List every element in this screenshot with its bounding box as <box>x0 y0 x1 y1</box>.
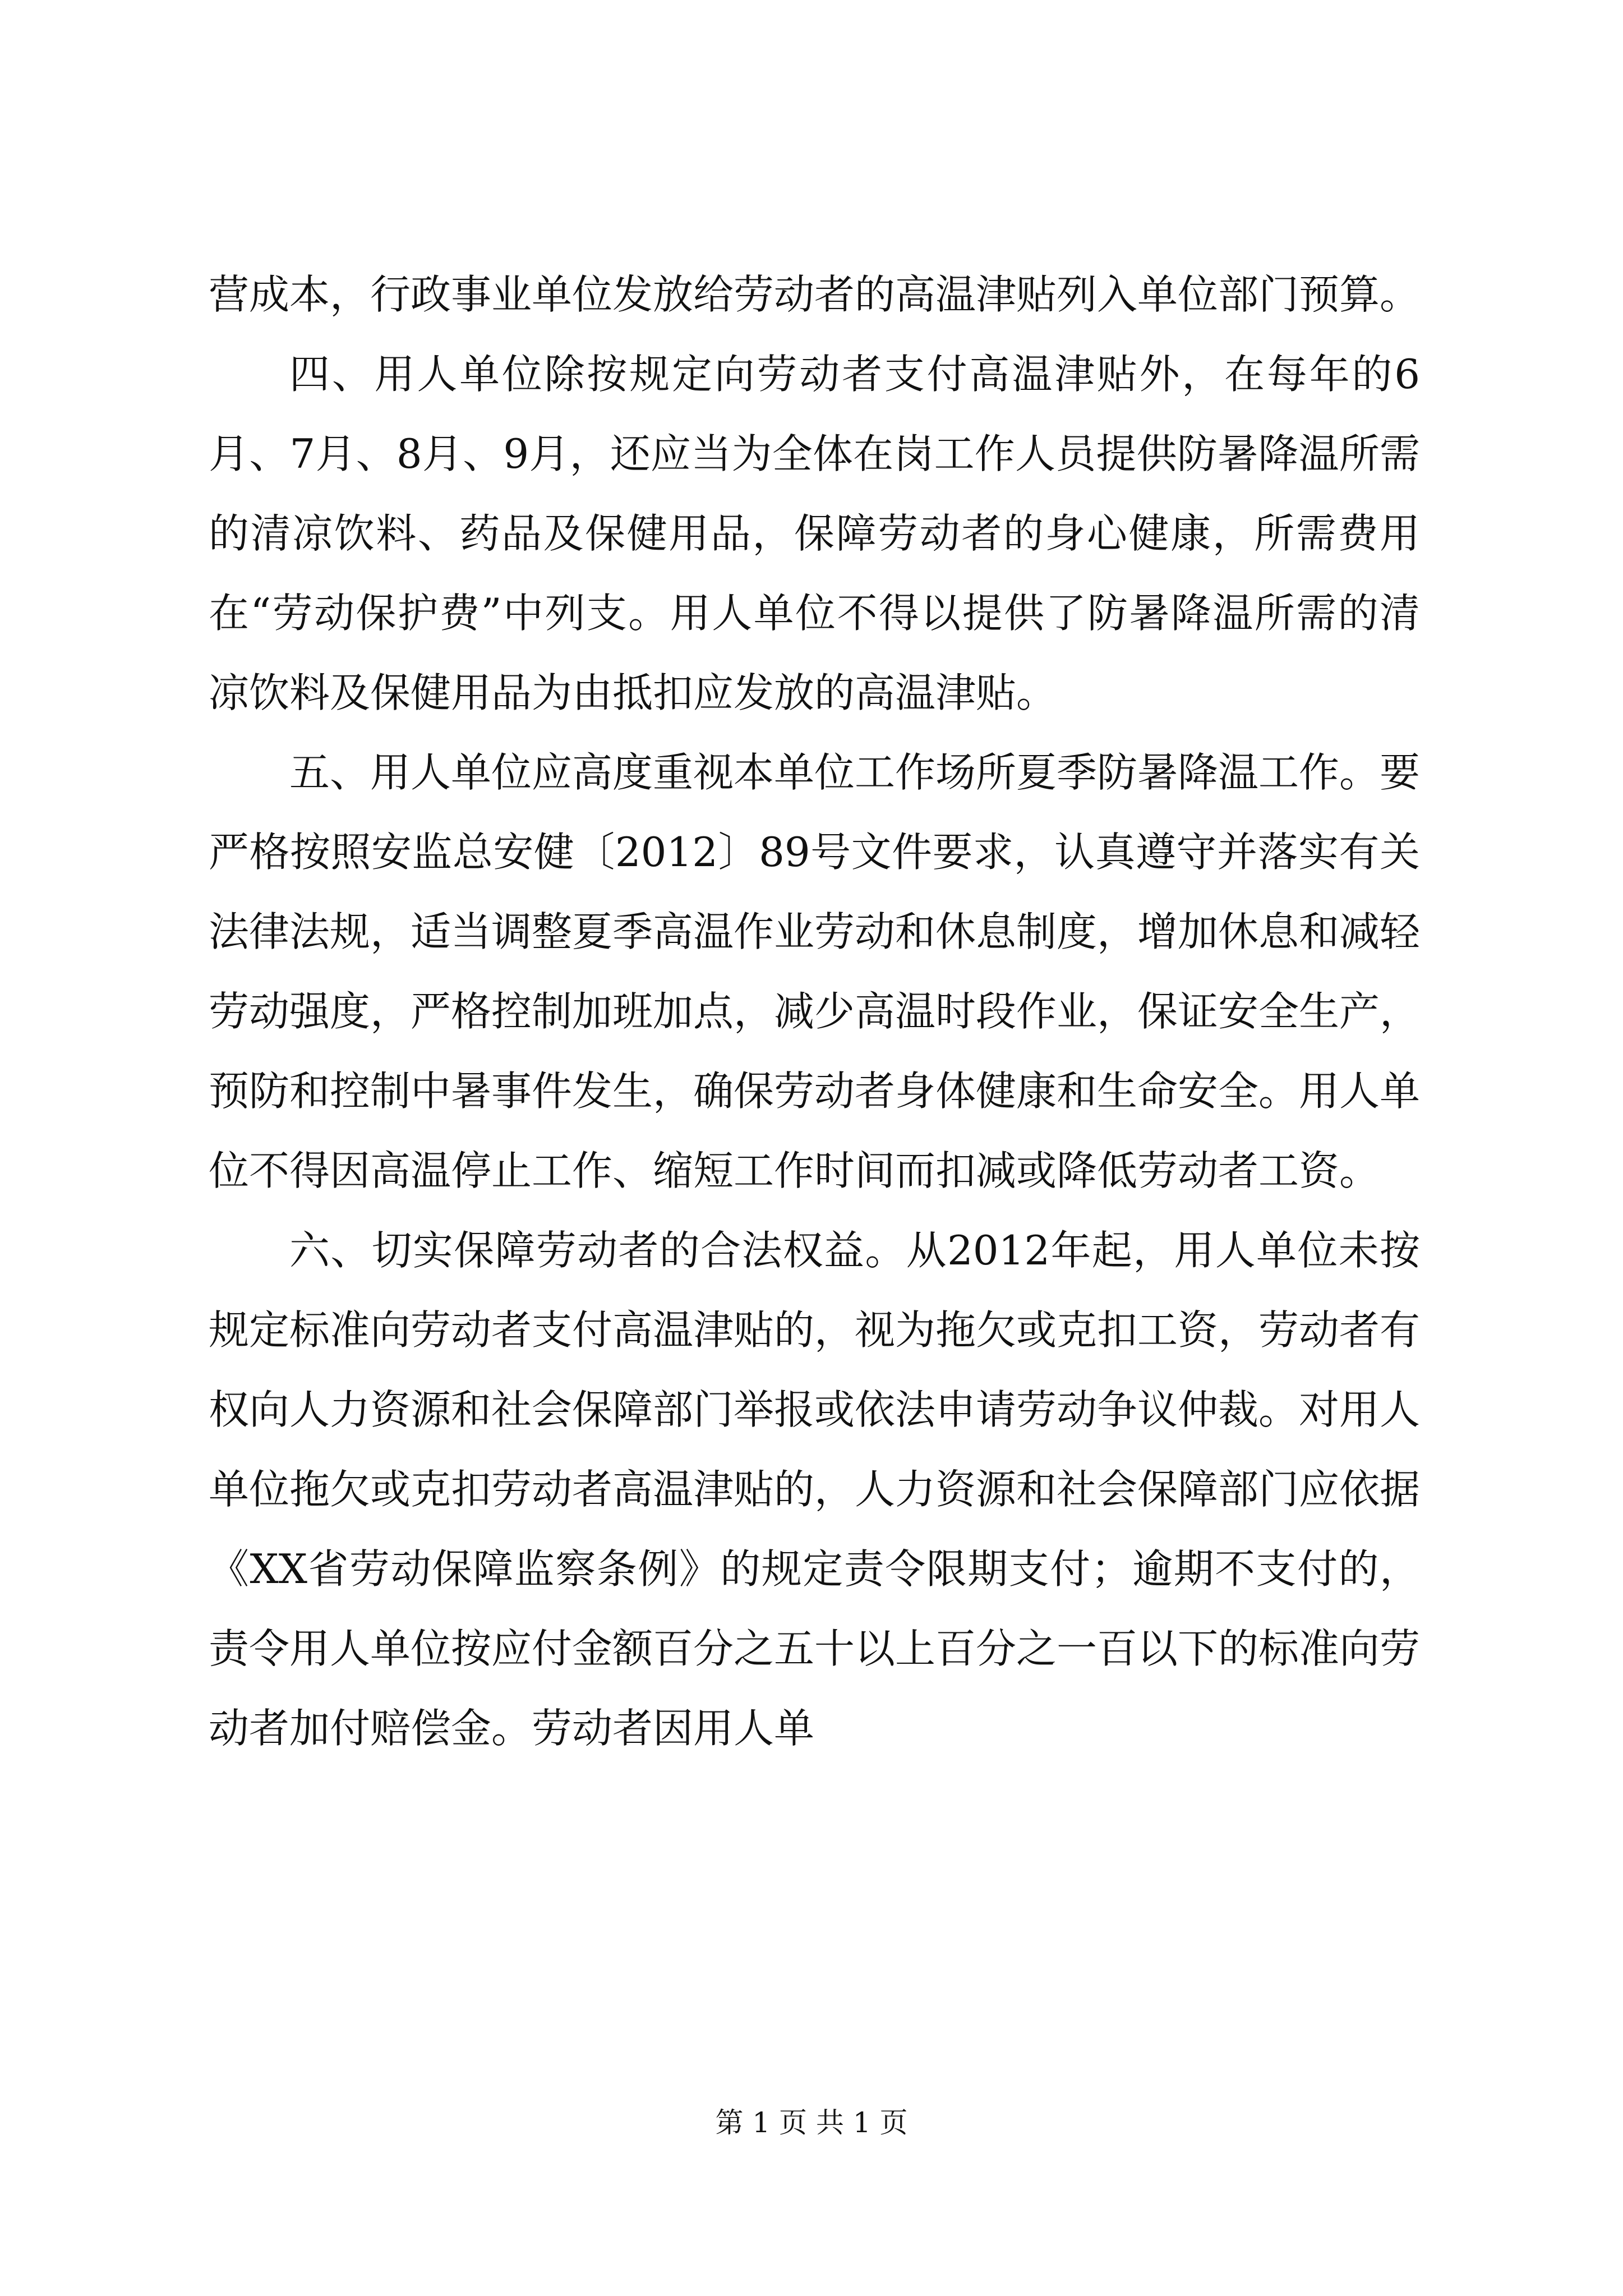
paragraph-item-5: 五、用人单位应高度重视本单位工作场所夏季防暑降温工作。要严格按照安监总安健〔2012〕89号文件要求，认真遵守并落实有关法律法规，适当调整夏季高温作业劳动和休息制度，增加休息和减轻劳动强度，严格控制加班加点，减少高温时段作业，保证安全生产，预防和控制中暑事件发生，确保劳动者身体健康和生命安全。用人单位不得因高温停止工作、缩短工作时间而扣减或降低劳动者工资。 <box>209 749 1421 1194</box>
paragraph-item-4: 四、用人单位除按规定向劳动者支付高温津贴外，在每年的6月、7月、8月、9月，还应当为全体在岗工作人员提供防暑降温所需的清凉饮料、药品及保健用品，保障劳动者的身心健康，所需费用在“劳动保护费”中列支。用人单位不得以提供了防暑降温所需的清凉饮料及保健用品为由抵扣应发放的高温津贴。 <box>209 351 1420 716</box>
paragraph-item-6: 六、切实保障劳动者的合法权益。从2012年起，用人单位未按规定标准向劳动者支付高温津贴的，视为拖欠或克扣工资，劳动者有权向人力资源和社会保障部门举报或依法申请劳动争议仲裁。对用人单位拖欠或克扣劳动者高温津贴的，人力资源和社会保障部门应依据《XX省劳动保障监察条例》的规定责令限期支付；逾期不支付的，责令用人单位按应付金额百分之五十以上百分之一百以下的标准向劳动者加付赔偿金。劳动者因用人单 <box>209 1227 1421 1752</box>
page-footer: 第 1 页 共 1 页 <box>715 2106 908 2139</box>
paragraph-continuation: 营成本，行政事业单位发放给劳动者的高温津贴列入单位部门预算。 <box>209 271 1421 318</box>
document-body <box>209 255 1420 1768</box>
